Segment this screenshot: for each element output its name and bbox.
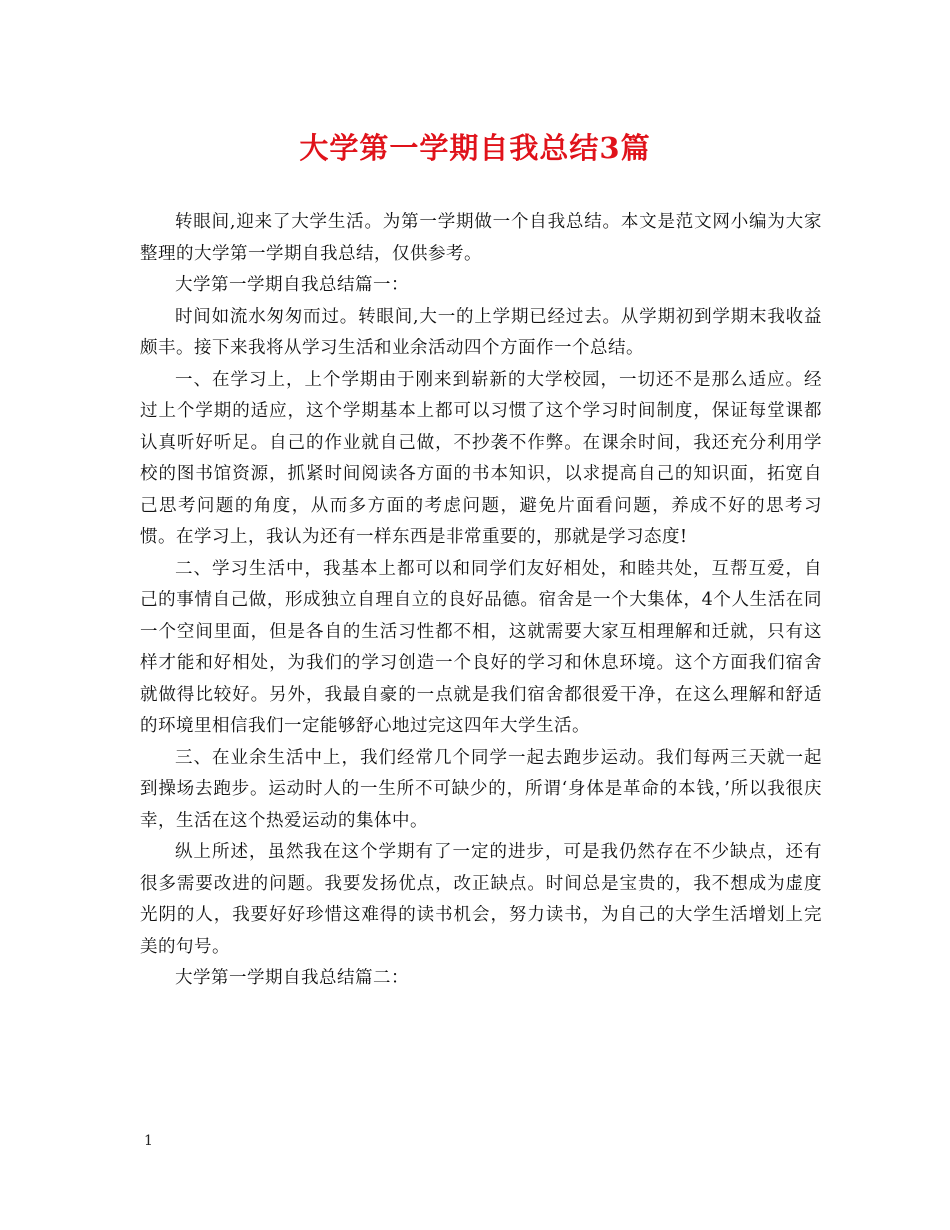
paragraph-activities: 三、在业余生活中上，我们经常几个同学一起去跑步运动。我们每两三天就一起到操场去跑步。运动时人的一生所不可缺少的，所谓‘身体是革命的本钱，’所以我很庆幸，生活在这个热爱运动的集体中。 — [140, 747, 822, 831]
section-heading-two: 大学第一学期自我总结篇二： — [175, 968, 409, 988]
paragraph-conclusion: 纵上所述，虽然我在这个学期有了一定的进步，可是我仍然存在不少缺点，还有很多需要改进的问题。我要发扬优点，改正缺点。时间总是宝贵的，我不想成为虚度光阴的人，我要好好珍惜这难得的读书机会，努力读书，为自己的大学生活增划上完美的句号。 — [140, 842, 822, 957]
paragraph-intro: 转眼间,迎来了大学生活。为第一学期做一个自我总结。本文是范文网小编为大家整理的大学第一学期自我总结，仅供参考。 — [140, 212, 822, 264]
paragraph-study: 一、在学习上，上个学期由于刚来到崭新的大学校园，一切还不是那么适应。经过上个学期的适应，这个学期基本上都可以习惯了这个学习时间制度，保证每堂课都认真听好听足。自己的作业就自己做，不抄袭不作弊。在课余时间，我还充分利用学校的图书馆资源，抓紧时间阅读各方面的书本知识，以求提高自己的知识面，拓宽自己思考问题的角度，从而多方面的考虑问题，避免片面看问题，养成不好的思考习惯。在学习上，我认为还有一样东西是非常重要的，那就是学习态度! — [140, 369, 822, 547]
section-heading-one: 大学第一学期自我总结篇一： — [175, 275, 409, 295]
page-number: 1 — [144, 1133, 153, 1149]
paragraph-opening: 时间如流水匆匆而过。转眼间,大一的上学期已经过去。从学期初到学期末我收益颇丰。接下来我将从学习生活和业余活动四个方面作一个总结。 — [140, 306, 822, 358]
document-title: 大学第一学期自我总结3篇 — [299, 131, 651, 165]
paragraph-life: 二、学习生活中，我基本上都可以和同学们友好相处，和睦共处，互帮互爱，自己的事情自己做，形成独立自理自立的良好品德。宿舍是一个大集体，4个人生活在同一个空间里面，但是各自的生活习性都不相，这就需要大家互相理解和迁就，只有这样才能和好相处，为我们的学习创造一个良好的学习和休息环境。这个方面我们宿舍就做得比较好。另外，我最自豪的一点就是我们宿舍都很爱干净，在这么理解和舒适的环境里相信我们一定能够舒心地过完这四年大学生活。 — [140, 558, 822, 736]
document-body — [140, 207, 822, 995]
